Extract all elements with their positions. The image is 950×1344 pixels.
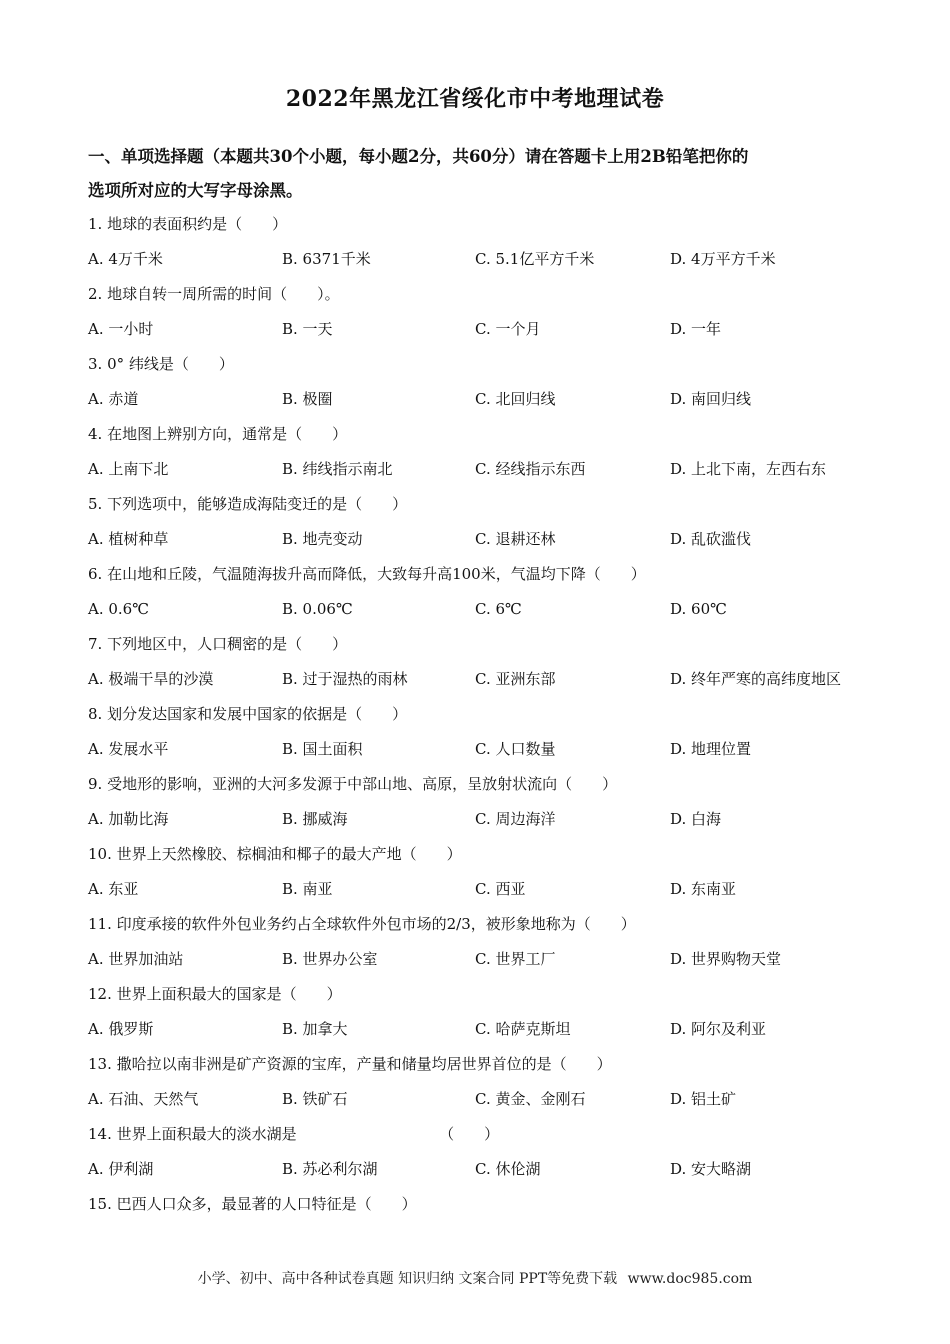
option-c: C. 西亚 <box>475 880 526 898</box>
option-row <box>88 522 878 557</box>
option-row <box>88 732 878 767</box>
option-d: D. 终年严寒的高纬度地区 <box>670 670 842 688</box>
option-row <box>88 312 878 347</box>
option-b: B. 0.06℃ <box>282 600 353 618</box>
question-stem: 11. 印度承接的软件外包业务约占全球软件外包市场的2/3，被形象地称为（ ） <box>88 915 636 933</box>
option-a: A. 伊利湖 <box>88 1160 154 1178</box>
question-15 <box>88 1187 878 1222</box>
option-c: C. 哈萨克斯坦 <box>475 1020 571 1038</box>
question-13 <box>88 1047 878 1117</box>
option-d: D. 60℃ <box>670 600 727 618</box>
option-a: A. 赤道 <box>88 390 139 408</box>
option-b: B. 一天 <box>282 320 333 338</box>
option-d: D. 安大略湖 <box>670 1160 752 1178</box>
option-b: B. 南亚 <box>282 880 333 898</box>
exam-title: 2022年黑龙江省绥化市中考地理试卷 <box>285 86 665 112</box>
question-7 <box>88 627 878 697</box>
option-a: A. 加勒比海 <box>88 810 169 828</box>
option-row <box>88 452 878 487</box>
question-6 <box>88 557 878 627</box>
question-12 <box>88 977 878 1047</box>
option-row <box>88 1152 878 1187</box>
option-a: A. 东亚 <box>88 880 139 898</box>
option-row <box>88 1012 878 1047</box>
option-c: C. 世界工厂 <box>475 950 556 968</box>
question-14 <box>88 1117 878 1187</box>
question-stem: 6. 在山地和丘陵，气温随海拔升高而降低，大致每升高100米，气温均下降（ ） <box>88 565 646 583</box>
question-stem: 15. 巴西人口众多，最显著的人口特征是（ ） <box>88 1195 417 1213</box>
option-d: D. 一年 <box>670 320 722 338</box>
question-1 <box>88 207 878 277</box>
option-d: D. 上北下南，左西右东 <box>670 460 827 478</box>
option-b: B. 铁矿石 <box>282 1090 348 1108</box>
question-stem: 3. 0° 纬线是（ ） <box>88 355 234 373</box>
question-stem: 12. 世界上面积最大的国家是（ ） <box>88 985 342 1003</box>
option-row <box>88 592 878 627</box>
option-b: B. 过于湿热的雨林 <box>282 670 408 688</box>
option-d: D. 阿尔及利亚 <box>670 1020 767 1038</box>
question-list <box>88 207 878 1222</box>
question-stem: 14. 世界上面积最大的淡水湖是 （ ） <box>88 1125 500 1143</box>
option-b: B. 苏必利尔湖 <box>282 1160 378 1178</box>
option-a: A. 上南下北 <box>88 460 169 478</box>
section-heading <box>88 140 868 208</box>
option-d: D. 白海 <box>670 810 722 828</box>
option-d: D. 4万平方千米 <box>670 250 776 268</box>
option-d: D. 乱砍滥伐 <box>670 530 752 548</box>
option-row <box>88 1082 878 1117</box>
option-b: B. 世界办公室 <box>282 950 378 968</box>
option-b: B. 地壳变动 <box>282 530 363 548</box>
option-a: A. 俄罗斯 <box>88 1020 154 1038</box>
option-a: A. 4万千米 <box>88 250 163 268</box>
question-10 <box>88 837 878 907</box>
question-5 <box>88 487 878 557</box>
option-c: C. 黄金、金刚石 <box>475 1090 586 1108</box>
option-c: C. 一个月 <box>475 320 541 338</box>
option-a: A. 发展水平 <box>88 740 169 758</box>
option-a: A. 石油、天然气 <box>88 1090 199 1108</box>
option-b: B. 加拿大 <box>282 1020 348 1038</box>
option-d: D. 铝土矿 <box>670 1090 737 1108</box>
question-stem: 13. 撒哈拉以南非洲是矿产资源的宝库，产量和储量均居世界首位的是（ ） <box>88 1055 612 1073</box>
question-stem: 5. 下列选项中，能够造成海陆变迁的是（ ） <box>88 495 408 513</box>
option-d: D. 世界购物天堂 <box>670 950 782 968</box>
option-a: A. 0.6℃ <box>88 600 150 618</box>
option-a: A. 世界加油站 <box>88 950 184 968</box>
option-c: C. 休伦湖 <box>475 1160 541 1178</box>
option-c: C. 人口数量 <box>475 740 556 758</box>
option-c: C. 亚洲东部 <box>475 670 556 688</box>
option-row <box>88 382 878 417</box>
section-heading-line-1: 一、单项选择题（本题共30个小题，每小题2分，共60分）请在答题卡上用2B铅笔把你的 <box>88 147 749 166</box>
option-row <box>88 802 878 837</box>
option-c: C. 北回归线 <box>475 390 556 408</box>
option-d: D. 东南亚 <box>670 880 737 898</box>
question-11 <box>88 907 878 977</box>
question-4 <box>88 417 878 487</box>
option-a: A. 一小时 <box>88 320 154 338</box>
question-9 <box>88 767 878 837</box>
option-c: C. 经线指示东西 <box>475 460 586 478</box>
option-c: C. 退耕还林 <box>475 530 556 548</box>
option-d: D. 地理位置 <box>670 740 752 758</box>
question-stem: 4. 在地图上辨别方向，通常是（ ） <box>88 425 348 443</box>
footer-url: www.doc985.com <box>627 1271 753 1287</box>
option-a: A. 植树种草 <box>88 530 169 548</box>
option-row <box>88 242 878 277</box>
question-stem: 1. 地球的表面积约是（ ） <box>88 215 288 233</box>
section-heading-line-2: 选项所对应的大写字母涂黑。 <box>88 181 303 200</box>
option-c: C. 周边海洋 <box>475 810 556 828</box>
option-row <box>88 662 878 697</box>
option-b: B. 纬线指示南北 <box>282 460 393 478</box>
question-stem: 7. 下列地区中，人口稠密的是（ ） <box>88 635 348 653</box>
option-c: C. 6℃ <box>475 600 522 618</box>
option-b: B. 国土面积 <box>282 740 363 758</box>
option-row <box>88 942 878 977</box>
option-c: C. 5.1亿平方千米 <box>475 250 595 268</box>
option-b: B. 极圈 <box>282 390 333 408</box>
option-row <box>88 872 878 907</box>
question-stem: 8. 划分发达国家和发展中国家的依据是（ ） <box>88 705 408 723</box>
question-stem: 9. 受地形的影响，亚洲的大河多发源于中部山地、高原，呈放射状流向（ ） <box>88 775 618 793</box>
question-8 <box>88 697 878 767</box>
option-d: D. 南回归线 <box>670 390 752 408</box>
page-footer <box>0 1268 950 1288</box>
option-b: B. 6371千米 <box>282 250 371 268</box>
option-a: A. 极端干旱的沙漠 <box>88 670 214 688</box>
footer-text: 小学、初中、高中各种试卷真题 知识归纳 文案合同 PPT等免费下载 <box>197 1271 618 1287</box>
question-stem: 10. 世界上天然橡胶、棕榈油和椰子的最大产地（ ） <box>88 845 462 863</box>
question-stem: 2. 地球自转一周所需的时间（ ）。 <box>88 285 340 303</box>
question-3 <box>88 347 878 417</box>
option-b: B. 挪威海 <box>282 810 348 828</box>
question-2 <box>88 277 878 347</box>
